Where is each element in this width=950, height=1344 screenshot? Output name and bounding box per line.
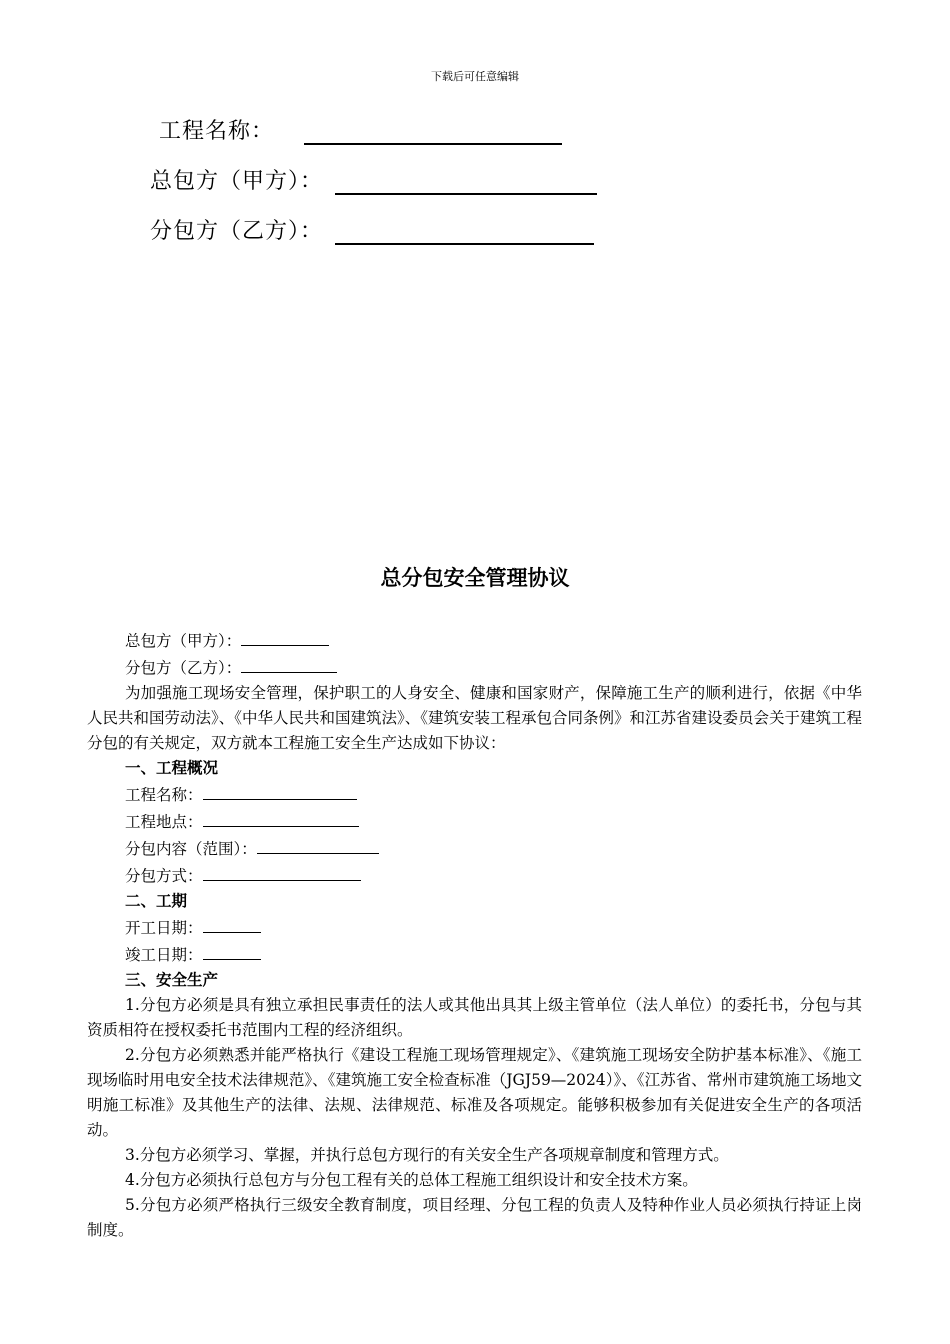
start-date-blank[interactable] [203,914,261,933]
section-3-heading: 三、安全生产 [125,971,219,989]
document-title: 总分包安全管理协议 [380,566,570,590]
subcontract-scope-line: 分包内容（范围）： [87,835,862,862]
subcontract-scope-blank[interactable] [257,835,379,854]
subcontract-method-blank[interactable] [203,862,361,881]
safety-item-3: 3.分包方必须学习、掌握，并执行总包方现行的有关安全生产各项规章制度和管理方式。 [125,1146,729,1164]
party-b-blank[interactable] [241,654,337,673]
party-a-blank[interactable] [241,627,329,646]
cover-party-b-blank[interactable] [335,217,594,245]
end-date-blank[interactable] [203,941,261,960]
agreement-body [87,627,862,1243]
project-name-blank[interactable] [203,781,357,800]
cover-party-b [150,214,594,245]
intro-paragraph: 为加强施工现场安全管理，保护职工的人身安全、健康和国家财产，保障施工生产的顺利进行，依据《中华人民共和国劳动法》、《中华人民共和国建筑法》、《建筑安装工程承包合同条例》和江苏省建设委员会关于建筑工程分包的有关规定，双方就本工程施工安全生产达成如下协议： [87,684,863,752]
header-note: 下载后可任意编辑 [431,70,519,83]
subcontract-method-line: 分包方式： [87,862,862,889]
safety-item-2: 2.分包方必须熟悉并能严格执行《建设工程施工现场管理规定》、《建筑施工现场安全防护基本标准》、《施工现场临时用电安全技术法律规范》、《建筑施工安全检查标准（JGJ59—2024）》、《江苏省、常州市建筑施工场地文明施工标准》及其他生产的法律、法规、法律规范、标准及各项规定。能够积极参加有关促进安全生产的各项活动。 [87,1046,862,1139]
party-a-line: 总包方（甲方）： [87,627,862,654]
section-1-heading: 一、工程概况 [125,759,219,777]
start-date-line: 开工日期： [87,914,862,941]
safety-item-5: 5.分包方必须严格执行三级安全教育制度，项目经理、分包工程的负责人及特种作业人员必须执行持证上岗制度。 [87,1196,862,1239]
cover-project-name-label: 工程名称： [159,119,275,144]
end-date-line: 竣工日期： [87,941,862,968]
cover-party-a [150,164,597,195]
cover-party-a-blank[interactable] [335,167,597,195]
cover-project-name [159,114,562,145]
project-location-blank[interactable] [203,808,359,827]
safety-item-4: 4.分包方必须执行总包方与分包工程有关的总体工程施工组织设计和安全技术方案。 [125,1171,698,1189]
cover-project-name-blank[interactable] [304,117,562,145]
project-location-line: 工程地点： [87,808,862,835]
cover-party-a-label: 总包方（甲方）： [150,169,324,194]
section-2-heading: 二、工期 [125,892,188,910]
project-name-line: 工程名称： [87,781,862,808]
party-b-line: 分包方（乙方）： [87,654,862,681]
safety-item-1: 1.分包方必须是具有独立承担民事责任的法人或其他出具其上级主管单位（法人单位）的委托书，分包与其资质相符在授权委托书范围内工程的经济组织。 [87,996,862,1039]
cover-party-b-label: 分包方（乙方）： [150,219,324,244]
